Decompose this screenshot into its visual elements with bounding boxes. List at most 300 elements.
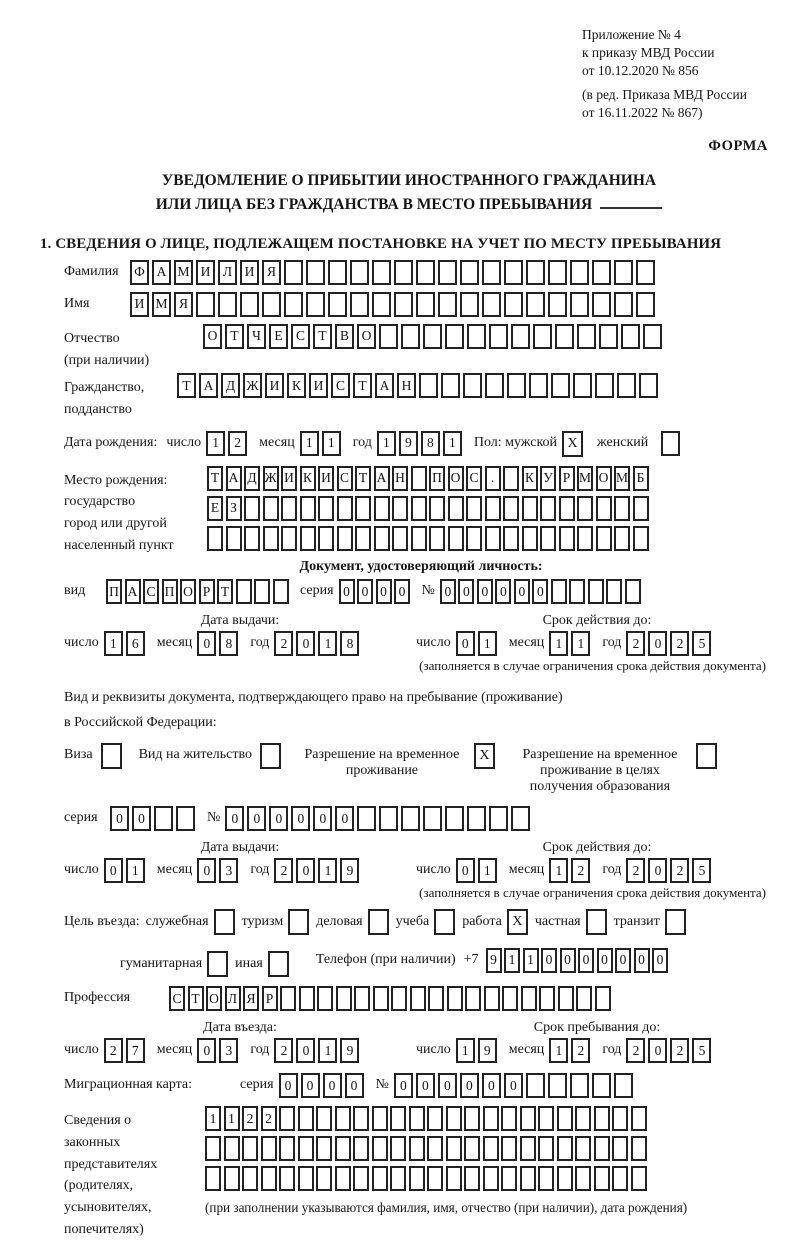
- char-cell[interactable]: [551, 579, 567, 604]
- char-cell[interactable]: [372, 1136, 388, 1161]
- checkbox[interactable]: [288, 909, 309, 935]
- char-cell[interactable]: [540, 496, 556, 521]
- char-cell[interactable]: [446, 1136, 462, 1161]
- char-cell[interactable]: [390, 1106, 406, 1131]
- char-cell[interactable]: [483, 1136, 499, 1161]
- char-cell[interactable]: [592, 260, 611, 285]
- char-cell[interactable]: [485, 526, 501, 551]
- char-cell[interactable]: Т: [313, 324, 332, 349]
- char-cell[interactable]: 1: [224, 1106, 240, 1131]
- char-cell[interactable]: [489, 806, 508, 831]
- char-cell[interactable]: [411, 526, 427, 551]
- char-cell[interactable]: 3: [219, 858, 238, 883]
- char-cell[interactable]: 2: [261, 1106, 277, 1131]
- char-cell[interactable]: [218, 292, 237, 317]
- char-cell[interactable]: [467, 324, 486, 349]
- char-cell[interactable]: [533, 324, 552, 349]
- char-cell[interactable]: 0: [541, 948, 557, 973]
- char-cell[interactable]: 1: [549, 1038, 568, 1063]
- char-cell[interactable]: А: [374, 466, 390, 491]
- char-cell[interactable]: Е: [207, 496, 223, 521]
- char-cell[interactable]: 2: [670, 858, 689, 883]
- title-blank-line[interactable]: [600, 196, 662, 209]
- char-cell[interactable]: [594, 1106, 610, 1131]
- char-cell[interactable]: [483, 1106, 499, 1131]
- char-cell[interactable]: 0: [597, 948, 613, 973]
- char-cell[interactable]: [621, 324, 640, 349]
- char-cell[interactable]: [254, 579, 270, 604]
- char-cell[interactable]: [280, 986, 296, 1011]
- char-cell[interactable]: [318, 496, 334, 521]
- char-cell[interactable]: 0: [514, 579, 530, 604]
- char-cell[interactable]: .: [485, 466, 501, 491]
- char-cell[interactable]: [328, 292, 347, 317]
- char-cell[interactable]: [355, 496, 371, 521]
- checkbox[interactable]: [214, 909, 235, 935]
- char-cell[interactable]: [273, 579, 289, 604]
- char-cell[interactable]: [501, 1166, 517, 1191]
- char-cell[interactable]: [504, 292, 523, 317]
- char-cell[interactable]: 0: [197, 858, 216, 883]
- char-cell[interactable]: [625, 579, 641, 604]
- char-cell[interactable]: 0: [416, 1073, 435, 1098]
- char-cell[interactable]: [337, 496, 353, 521]
- char-cell[interactable]: [411, 466, 427, 491]
- char-cell[interactable]: [526, 260, 545, 285]
- char-cell[interactable]: [540, 526, 556, 551]
- checkbox[interactable]: [368, 909, 389, 935]
- char-cell[interactable]: [595, 986, 611, 1011]
- char-cell[interactable]: А: [375, 373, 394, 398]
- char-cell[interactable]: Ж: [263, 466, 279, 491]
- char-cell[interactable]: [379, 806, 398, 831]
- char-cell[interactable]: 3: [219, 1038, 238, 1063]
- char-cell[interactable]: [614, 260, 633, 285]
- char-cell[interactable]: [372, 1106, 388, 1131]
- checkbox[interactable]: [696, 743, 717, 769]
- char-cell[interactable]: 2: [274, 858, 293, 883]
- char-cell[interactable]: 0: [495, 579, 511, 604]
- char-cell[interactable]: [354, 986, 370, 1011]
- char-cell[interactable]: [372, 292, 391, 317]
- char-cell[interactable]: Д: [244, 466, 260, 491]
- char-cell[interactable]: [557, 1106, 573, 1131]
- char-cell[interactable]: 1: [549, 858, 568, 883]
- char-cell[interactable]: Р: [262, 986, 278, 1011]
- char-cell[interactable]: [335, 1166, 351, 1191]
- char-cell[interactable]: 9: [486, 948, 502, 973]
- char-cell[interactable]: М: [174, 260, 193, 285]
- char-cell[interactable]: [196, 292, 215, 317]
- char-cell[interactable]: [522, 496, 538, 521]
- char-cell[interactable]: [427, 1136, 443, 1161]
- char-cell[interactable]: П: [429, 466, 445, 491]
- char-cell[interactable]: 0: [578, 948, 594, 973]
- checkbox[interactable]: [665, 909, 686, 935]
- char-cell[interactable]: [207, 526, 223, 551]
- char-cell[interactable]: 0: [279, 1073, 298, 1098]
- char-cell[interactable]: [592, 292, 611, 317]
- char-cell[interactable]: 1: [478, 858, 497, 883]
- char-cell[interactable]: [205, 1136, 221, 1161]
- char-cell[interactable]: [306, 292, 325, 317]
- char-cell[interactable]: [594, 1166, 610, 1191]
- char-cell[interactable]: [463, 373, 482, 398]
- char-cell[interactable]: [489, 324, 508, 349]
- char-cell[interactable]: [423, 324, 442, 349]
- char-cell[interactable]: [575, 1136, 591, 1161]
- char-cell[interactable]: 0: [615, 948, 631, 973]
- char-cell[interactable]: [446, 1106, 462, 1131]
- char-cell[interactable]: [298, 1136, 314, 1161]
- char-cell[interactable]: [464, 1106, 480, 1131]
- char-cell[interactable]: [373, 986, 389, 1011]
- char-cell[interactable]: 1: [478, 631, 497, 656]
- char-cell[interactable]: [464, 1136, 480, 1161]
- char-cell[interactable]: Я: [243, 986, 259, 1011]
- char-cell[interactable]: И: [318, 466, 334, 491]
- char-cell[interactable]: И: [265, 373, 284, 398]
- checkbox[interactable]: X: [507, 909, 528, 935]
- char-cell[interactable]: 0: [394, 579, 410, 604]
- char-cell[interactable]: [588, 579, 604, 604]
- char-cell[interactable]: [467, 806, 486, 831]
- char-cell[interactable]: [337, 526, 353, 551]
- char-cell[interactable]: [511, 324, 530, 349]
- char-cell[interactable]: [484, 986, 500, 1011]
- char-cell[interactable]: 2: [670, 631, 689, 656]
- char-cell[interactable]: [548, 1073, 567, 1098]
- char-cell[interactable]: [205, 1166, 221, 1191]
- char-cell[interactable]: 0: [345, 1073, 364, 1098]
- char-cell[interactable]: [612, 1136, 628, 1161]
- char-cell[interactable]: [538, 1106, 554, 1131]
- char-cell[interactable]: О: [203, 324, 222, 349]
- char-cell[interactable]: [226, 526, 242, 551]
- char-cell[interactable]: [224, 1166, 240, 1191]
- char-cell[interactable]: [353, 1106, 369, 1131]
- char-cell[interactable]: 2: [242, 1106, 258, 1131]
- checkbox[interactable]: [101, 743, 122, 769]
- char-cell[interactable]: [409, 1166, 425, 1191]
- char-cell[interactable]: [614, 1073, 633, 1098]
- char-cell[interactable]: [617, 373, 636, 398]
- char-cell[interactable]: [262, 292, 281, 317]
- char-cell[interactable]: [636, 260, 655, 285]
- char-cell[interactable]: 1: [206, 431, 225, 456]
- char-cell[interactable]: [390, 1166, 406, 1191]
- char-cell[interactable]: [306, 260, 325, 285]
- char-cell[interactable]: О: [180, 579, 196, 604]
- char-cell[interactable]: Т: [177, 373, 196, 398]
- char-cell[interactable]: [643, 324, 662, 349]
- char-cell[interactable]: 2: [626, 631, 645, 656]
- char-cell[interactable]: 6: [126, 631, 145, 656]
- char-cell[interactable]: 2: [571, 858, 590, 883]
- char-cell[interactable]: [465, 986, 481, 1011]
- char-cell[interactable]: [350, 292, 369, 317]
- char-cell[interactable]: Л: [225, 986, 241, 1011]
- char-cell[interactable]: [521, 986, 537, 1011]
- char-cell[interactable]: [284, 292, 303, 317]
- char-cell[interactable]: У: [540, 466, 556, 491]
- char-cell[interactable]: [612, 1106, 628, 1131]
- char-cell[interactable]: 0: [110, 806, 129, 831]
- char-cell[interactable]: [261, 1136, 277, 1161]
- char-cell[interactable]: [577, 324, 596, 349]
- char-cell[interactable]: [503, 466, 519, 491]
- char-cell[interactable]: К: [522, 466, 538, 491]
- char-cell[interactable]: 8: [340, 631, 359, 656]
- char-cell[interactable]: Б: [633, 466, 649, 491]
- char-cell[interactable]: Т: [225, 324, 244, 349]
- char-cell[interactable]: 0: [296, 631, 315, 656]
- char-cell[interactable]: [410, 986, 426, 1011]
- char-cell[interactable]: [224, 1136, 240, 1161]
- char-cell[interactable]: [316, 1106, 332, 1131]
- char-cell[interactable]: [466, 496, 482, 521]
- char-cell[interactable]: [401, 806, 420, 831]
- char-cell[interactable]: [548, 260, 567, 285]
- char-cell[interactable]: 0: [339, 579, 355, 604]
- char-cell[interactable]: М: [577, 466, 593, 491]
- char-cell[interactable]: 2: [626, 858, 645, 883]
- char-cell[interactable]: [577, 496, 593, 521]
- char-cell[interactable]: [614, 292, 633, 317]
- char-cell[interactable]: [520, 1136, 536, 1161]
- char-cell[interactable]: [379, 324, 398, 349]
- char-cell[interactable]: [466, 526, 482, 551]
- char-cell[interactable]: [263, 526, 279, 551]
- char-cell[interactable]: И: [130, 292, 149, 317]
- char-cell[interactable]: С: [337, 466, 353, 491]
- char-cell[interactable]: [504, 260, 523, 285]
- char-cell[interactable]: [416, 260, 435, 285]
- char-cell[interactable]: 0: [335, 806, 354, 831]
- char-cell[interactable]: [411, 496, 427, 521]
- char-cell[interactable]: 0: [560, 948, 576, 973]
- char-cell[interactable]: 0: [394, 1073, 413, 1098]
- char-cell[interactable]: [176, 806, 195, 831]
- char-cell[interactable]: [244, 526, 260, 551]
- char-cell[interactable]: 1: [571, 631, 590, 656]
- char-cell[interactable]: [353, 1136, 369, 1161]
- char-cell[interactable]: [438, 292, 457, 317]
- char-cell[interactable]: [570, 1073, 589, 1098]
- gender-male-checkbox[interactable]: X: [562, 431, 583, 457]
- char-cell[interactable]: А: [125, 579, 141, 604]
- char-cell[interactable]: И: [309, 373, 328, 398]
- char-cell[interactable]: 0: [323, 1073, 342, 1098]
- char-cell[interactable]: А: [199, 373, 218, 398]
- char-cell[interactable]: [614, 526, 630, 551]
- char-cell[interactable]: Ф: [130, 260, 149, 285]
- char-cell[interactable]: 0: [313, 806, 332, 831]
- char-cell[interactable]: [336, 986, 352, 1011]
- char-cell[interactable]: 0: [104, 858, 123, 883]
- char-cell[interactable]: [372, 1166, 388, 1191]
- char-cell[interactable]: [335, 1136, 351, 1161]
- char-cell[interactable]: 0: [458, 579, 474, 604]
- char-cell[interactable]: [447, 986, 463, 1011]
- char-cell[interactable]: [569, 579, 585, 604]
- char-cell[interactable]: [557, 1166, 573, 1191]
- char-cell[interactable]: 0: [440, 579, 456, 604]
- char-cell[interactable]: 8: [219, 631, 238, 656]
- char-cell[interactable]: [416, 292, 435, 317]
- char-cell[interactable]: [438, 260, 457, 285]
- char-cell[interactable]: И: [240, 260, 259, 285]
- char-cell[interactable]: [594, 1136, 610, 1161]
- char-cell[interactable]: 2: [228, 431, 247, 456]
- char-cell[interactable]: С: [291, 324, 310, 349]
- char-cell[interactable]: И: [196, 260, 215, 285]
- char-cell[interactable]: [353, 1166, 369, 1191]
- char-cell[interactable]: [575, 1106, 591, 1131]
- char-cell[interactable]: И: [281, 466, 297, 491]
- char-cell[interactable]: О: [448, 466, 464, 491]
- char-cell[interactable]: 0: [357, 579, 373, 604]
- char-cell[interactable]: 1: [104, 631, 123, 656]
- char-cell[interactable]: [483, 1166, 499, 1191]
- char-cell[interactable]: [482, 260, 501, 285]
- char-cell[interactable]: 1: [318, 631, 337, 656]
- char-cell[interactable]: 0: [269, 806, 288, 831]
- char-cell[interactable]: [391, 986, 407, 1011]
- char-cell[interactable]: [318, 526, 334, 551]
- char-cell[interactable]: [551, 373, 570, 398]
- char-cell[interactable]: [503, 496, 519, 521]
- char-cell[interactable]: [279, 1166, 295, 1191]
- char-cell[interactable]: 5: [692, 858, 711, 883]
- char-cell[interactable]: О: [357, 324, 376, 349]
- char-cell[interactable]: 2: [670, 1038, 689, 1063]
- char-cell[interactable]: П: [162, 579, 178, 604]
- char-cell[interactable]: [520, 1166, 536, 1191]
- checkbox[interactable]: [268, 951, 289, 977]
- char-cell[interactable]: О: [206, 986, 222, 1011]
- char-cell[interactable]: [636, 292, 655, 317]
- char-cell[interactable]: [335, 1106, 351, 1131]
- char-cell[interactable]: Ж: [243, 373, 262, 398]
- char-cell[interactable]: [428, 986, 444, 1011]
- char-cell[interactable]: Я: [262, 260, 281, 285]
- char-cell[interactable]: [511, 806, 530, 831]
- char-cell[interactable]: [599, 324, 618, 349]
- char-cell[interactable]: 5: [692, 1038, 711, 1063]
- char-cell[interactable]: [460, 260, 479, 285]
- char-cell[interactable]: [485, 496, 501, 521]
- char-cell[interactable]: [350, 260, 369, 285]
- checkbox[interactable]: [207, 951, 228, 977]
- char-cell[interactable]: [423, 806, 442, 831]
- char-cell[interactable]: С: [169, 986, 185, 1011]
- char-cell[interactable]: 1: [126, 858, 145, 883]
- char-cell[interactable]: [448, 496, 464, 521]
- char-cell[interactable]: [446, 1166, 462, 1191]
- char-cell[interactable]: [631, 1136, 647, 1161]
- char-cell[interactable]: [503, 526, 519, 551]
- char-cell[interactable]: К: [300, 466, 316, 491]
- char-cell[interactable]: [448, 526, 464, 551]
- char-cell[interactable]: [298, 1166, 314, 1191]
- char-cell[interactable]: Т: [353, 373, 372, 398]
- char-cell[interactable]: [299, 986, 315, 1011]
- char-cell[interactable]: [279, 1136, 295, 1161]
- char-cell[interactable]: Р: [199, 579, 215, 604]
- char-cell[interactable]: Р: [559, 466, 575, 491]
- char-cell[interactable]: 2: [274, 631, 293, 656]
- char-cell[interactable]: [485, 373, 504, 398]
- char-cell[interactable]: 0: [247, 806, 266, 831]
- char-cell[interactable]: [570, 292, 589, 317]
- char-cell[interactable]: С: [143, 579, 159, 604]
- char-cell[interactable]: 1: [205, 1106, 221, 1131]
- char-cell[interactable]: [300, 496, 316, 521]
- char-cell[interactable]: 1: [549, 631, 568, 656]
- char-cell[interactable]: [596, 496, 612, 521]
- char-cell[interactable]: [573, 373, 592, 398]
- char-cell[interactable]: [409, 1136, 425, 1161]
- char-cell[interactable]: 0: [456, 631, 475, 656]
- char-cell[interactable]: 0: [460, 1073, 479, 1098]
- char-cell[interactable]: 9: [478, 1038, 497, 1063]
- char-cell[interactable]: С: [466, 466, 482, 491]
- char-cell[interactable]: [595, 373, 614, 398]
- char-cell[interactable]: [501, 1106, 517, 1131]
- char-cell[interactable]: [577, 526, 593, 551]
- char-cell[interactable]: 2: [274, 1038, 293, 1063]
- checkbox[interactable]: [586, 909, 607, 935]
- char-cell[interactable]: [522, 526, 538, 551]
- char-cell[interactable]: [328, 260, 347, 285]
- char-cell[interactable]: В: [335, 324, 354, 349]
- char-cell[interactable]: К: [287, 373, 306, 398]
- char-cell[interactable]: 0: [504, 1073, 523, 1098]
- char-cell[interactable]: [374, 496, 390, 521]
- char-cell[interactable]: [559, 496, 575, 521]
- char-cell[interactable]: [316, 1166, 332, 1191]
- char-cell[interactable]: [357, 806, 376, 831]
- char-cell[interactable]: [631, 1166, 647, 1191]
- char-cell[interactable]: 1: [523, 948, 539, 973]
- char-cell[interactable]: [445, 806, 464, 831]
- char-cell[interactable]: [576, 986, 592, 1011]
- char-cell[interactable]: 0: [532, 579, 548, 604]
- char-cell[interactable]: [394, 292, 413, 317]
- char-cell[interactable]: 1: [318, 858, 337, 883]
- char-cell[interactable]: [464, 1166, 480, 1191]
- char-cell[interactable]: [445, 324, 464, 349]
- char-cell[interactable]: [281, 496, 297, 521]
- char-cell[interactable]: 0: [376, 579, 392, 604]
- char-cell[interactable]: Н: [397, 373, 416, 398]
- char-cell[interactable]: [236, 579, 252, 604]
- char-cell[interactable]: 1: [300, 431, 319, 456]
- char-cell[interactable]: 0: [132, 806, 151, 831]
- char-cell[interactable]: З: [226, 496, 242, 521]
- char-cell[interactable]: 0: [197, 631, 216, 656]
- char-cell[interactable]: [409, 1106, 425, 1131]
- char-cell[interactable]: 0: [648, 631, 667, 656]
- char-cell[interactable]: 7: [126, 1038, 145, 1063]
- char-cell[interactable]: 2: [626, 1038, 645, 1063]
- char-cell[interactable]: 0: [648, 1038, 667, 1063]
- char-cell[interactable]: Ч: [247, 324, 266, 349]
- char-cell[interactable]: 0: [225, 806, 244, 831]
- char-cell[interactable]: [548, 292, 567, 317]
- char-cell[interactable]: 9: [340, 858, 359, 883]
